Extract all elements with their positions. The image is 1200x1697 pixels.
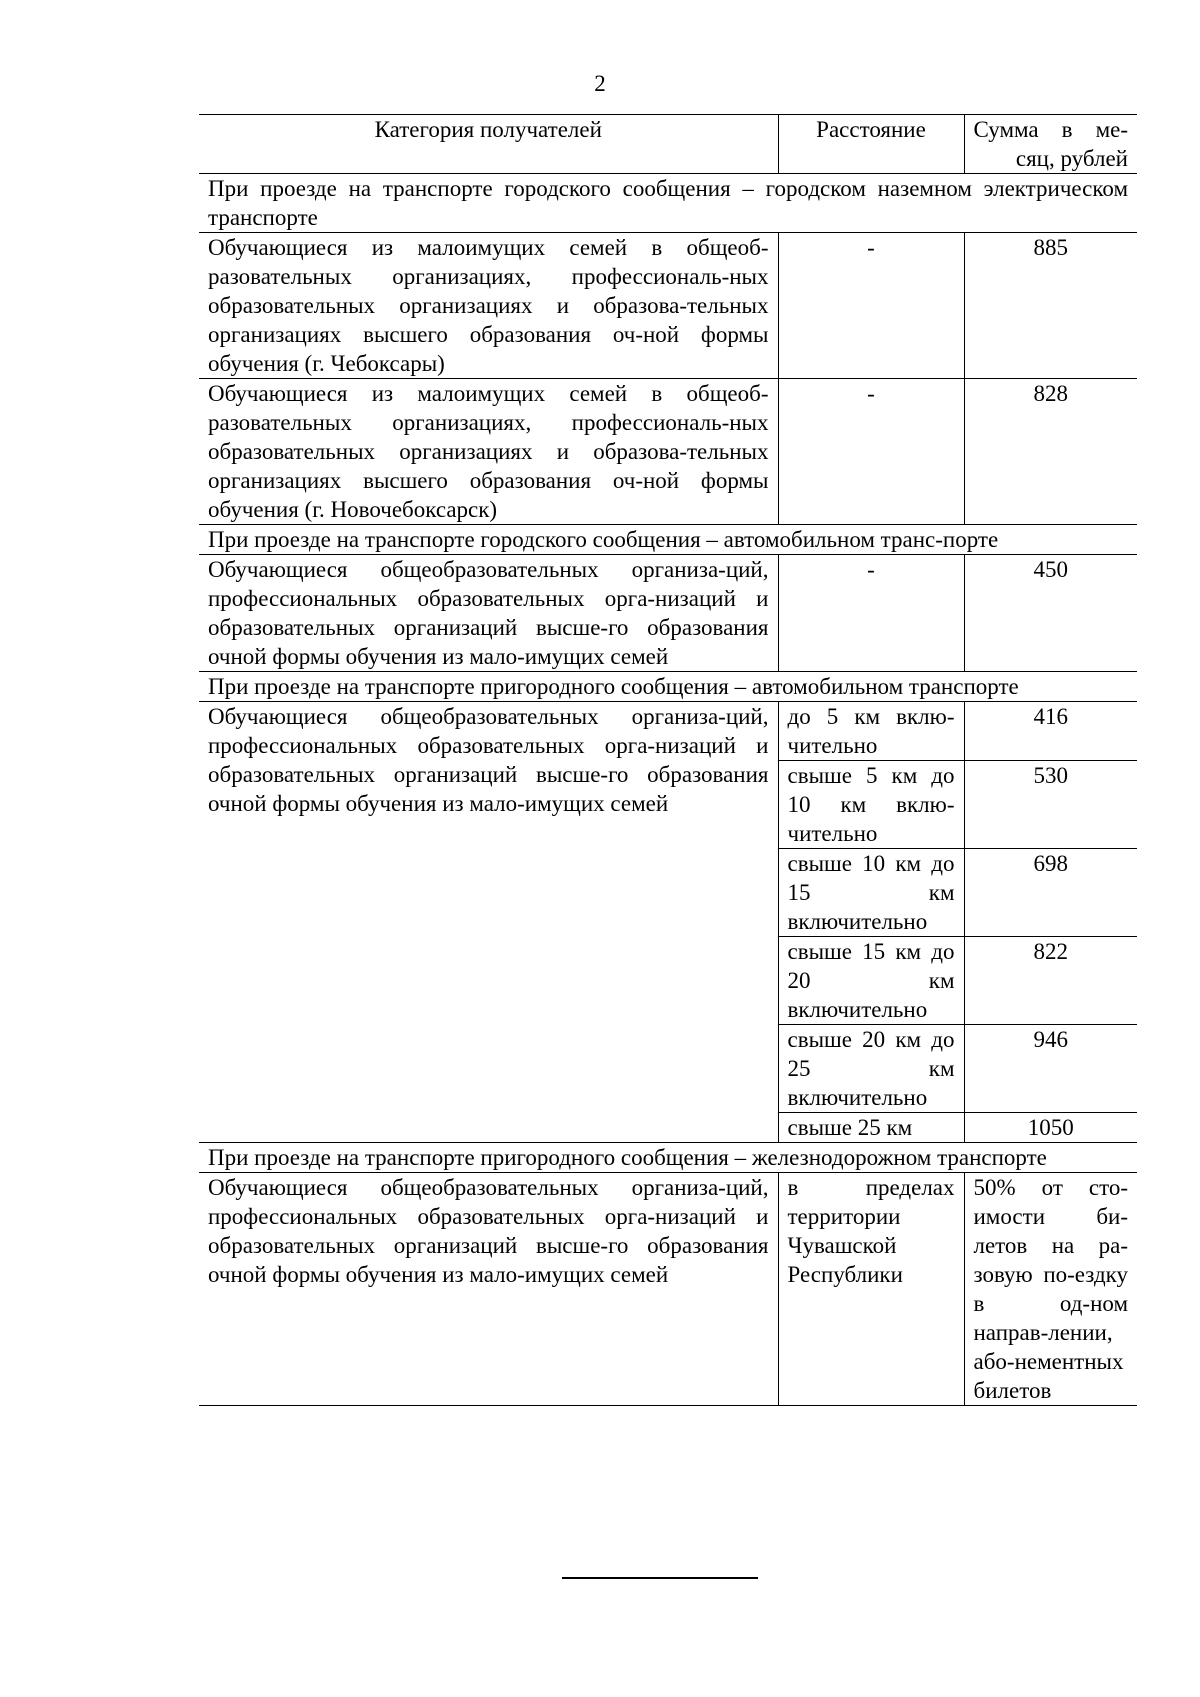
- amount-cell: 698: [964, 849, 1137, 937]
- amount-cell: 822: [964, 937, 1137, 1025]
- distance-cell: в пределах территории Чувашской Республики: [778, 1173, 964, 1406]
- end-rule: [562, 1577, 758, 1579]
- distance-cell: свыше 15 км до 20 км включительно: [778, 937, 964, 1025]
- category-cell: Обучающиеся общеобразовательных организа-ций, профессиональных образовательных орга-низаций и образовательных организаций высше-го образования очной формы обучения из мало-имущих семей: [199, 1173, 778, 1406]
- category-cell: Обучающиеся из малоимущих семей в общеоб-разовательных организациях, профессиональ-ных образовательных организациях и образова-тельных организациях высшего образования оч-ной формы обучения (г. Чебоксары): [199, 233, 778, 379]
- table-row: [199, 379, 1137, 525]
- section-row: [199, 672, 1137, 702]
- benefits-table: [199, 114, 1137, 1406]
- distance-cell: -: [778, 233, 964, 379]
- distance-cell: до 5 км вклю-чительно: [778, 702, 964, 761]
- category-cell: Обучающиеся общеобразовательных организа-ций, профессиональных образовательных орга-низаций и образовательных организаций высше-го образования очной формы обучения из мало-имущих семей: [199, 702, 778, 1143]
- amount-cell: 450: [964, 555, 1137, 672]
- header-distance: Расстояние: [778, 115, 964, 174]
- table-row: [199, 555, 1137, 672]
- section-row: [199, 525, 1137, 555]
- distance-cell: свыше 25 км: [778, 1113, 964, 1143]
- section-title-urban-electric: При проезде на транспорте городского сообщения – городском наземном электрическом транспорте: [199, 174, 1137, 233]
- section-title-suburban-auto: При проезде на транспорте пригородного сообщения – автомобильном транспорте: [199, 672, 1137, 702]
- section-row: [199, 174, 1137, 233]
- table-row: [199, 702, 1137, 761]
- category-cell: Обучающиеся из малоимущих семей в общеоб-разовательных организациях, профессиональ-ных образовательных организациях и образова-тельных организациях высшего образования оч-ной формы обучения (г. Новочебоксарск): [199, 379, 778, 525]
- table-header-row: [199, 115, 1137, 174]
- distance-cell: свыше 20 км до 25 км включительно: [778, 1025, 964, 1113]
- header-category: Категория получателей: [199, 115, 778, 174]
- amount-cell: 530: [964, 761, 1137, 849]
- distance-cell: -: [778, 379, 964, 525]
- amount-cell: 828: [964, 379, 1137, 525]
- category-cell: Обучающиеся общеобразовательных организа-ций, профессиональных образовательных орга-низаций и образовательных организаций высше-го образования очной формы обучения из мало-имущих семей: [199, 555, 778, 672]
- section-row: [199, 1143, 1137, 1173]
- section-title-urban-auto: При проезде на транспорте городского сообщения – автомобильном транс-порте: [199, 525, 1137, 555]
- table-row: [199, 233, 1137, 379]
- page-number: 2: [594, 71, 606, 96]
- distance-cell: свыше 5 км до 10 км вклю-чительно: [778, 761, 964, 849]
- table-row: [199, 1173, 1137, 1406]
- amount-cell: 50% от сто-имости би-летов на ра-зовую по-ездку в од-ном направ-лении, або-нементных билетов: [964, 1173, 1137, 1406]
- amount-cell: 416: [964, 702, 1137, 761]
- distance-cell: -: [778, 555, 964, 672]
- amount-cell: 946: [964, 1025, 1137, 1113]
- distance-cell: свыше 10 км до 15 км включительно: [778, 849, 964, 937]
- amount-cell: 1050: [964, 1113, 1137, 1143]
- section-title-suburban-rail: При проезде на транспорте пригородного сообщения – железнодорожном транспорте: [199, 1143, 1137, 1173]
- header-amount: Сумма в ме-сяц, рублей: [964, 115, 1137, 174]
- amount-cell: 885: [964, 233, 1137, 379]
